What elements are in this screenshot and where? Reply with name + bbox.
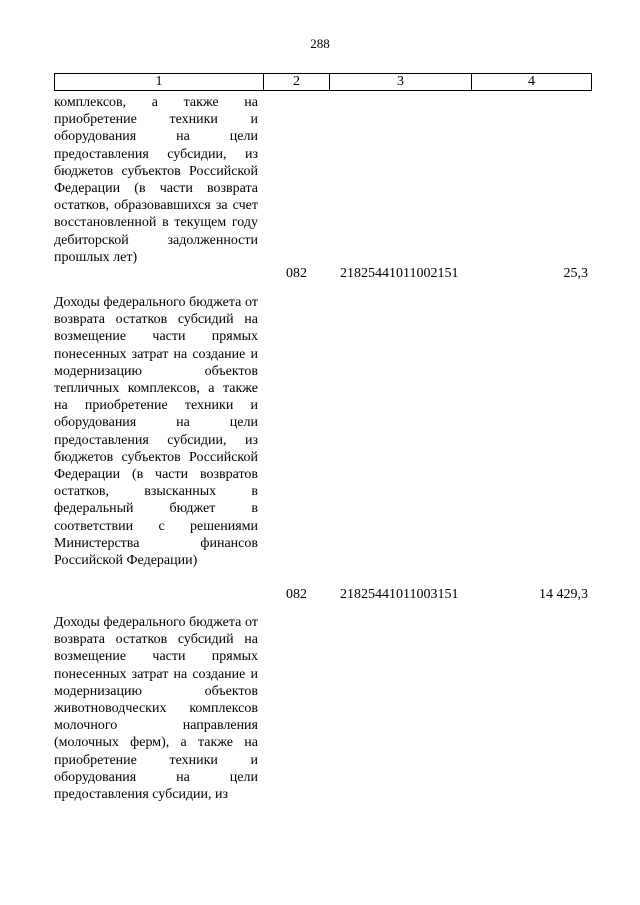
row-3-description: Доходы федерального бюджета от возврата остатков субсидий на возмещение части прямых понесенных затрат на создание и модернизацию объектов животноводческих комплексов молочного направления (молочных ферм), а также на приобретение техники и оборудования на цели предоставления субсидии, из bbox=[54, 615, 258, 803]
row-1-amount: 25,3 bbox=[563, 266, 588, 281]
header-col-3: 3 bbox=[330, 74, 472, 90]
header-col-1: 1 bbox=[55, 74, 264, 90]
row-2-kbk: 21825441011003151 bbox=[340, 587, 459, 602]
header-col-4: 4 bbox=[528, 74, 535, 89]
row-2-code: 082 bbox=[286, 587, 307, 602]
header-col-2: 2 bbox=[264, 74, 330, 90]
row-1-code: 082 bbox=[286, 266, 307, 281]
table-header bbox=[54, 73, 592, 91]
row-1-kbk: 21825441011002151 bbox=[340, 266, 459, 281]
row-2-amount: 14 429,3 bbox=[539, 587, 588, 602]
row-1-description: комплексов, а также на приобретение техники и оборудования на цели предоставления субсидии, из бюджетов субъектов Российской Федерации (в части возврата остатков, образовавшихся за счет восстановленной в текущем году дебиторской задолженности прошлых лет) bbox=[54, 95, 258, 265]
row-2-description: Доходы федерального бюджета от возврата остатков субсидий на возмещение части прямых понесенных затрат на создание и модернизацию объектов тепличных комплексов, а также на приобретение техники и оборудования на цели предоставления субсидии, из бюджетов субъектов Российской Федерации (в части возвратов остатков, взысканных в федеральный бюджет в соответствии с решениями Министерства финансов Российской Федерации) bbox=[54, 295, 258, 569]
page-number: 288 bbox=[310, 36, 330, 51]
